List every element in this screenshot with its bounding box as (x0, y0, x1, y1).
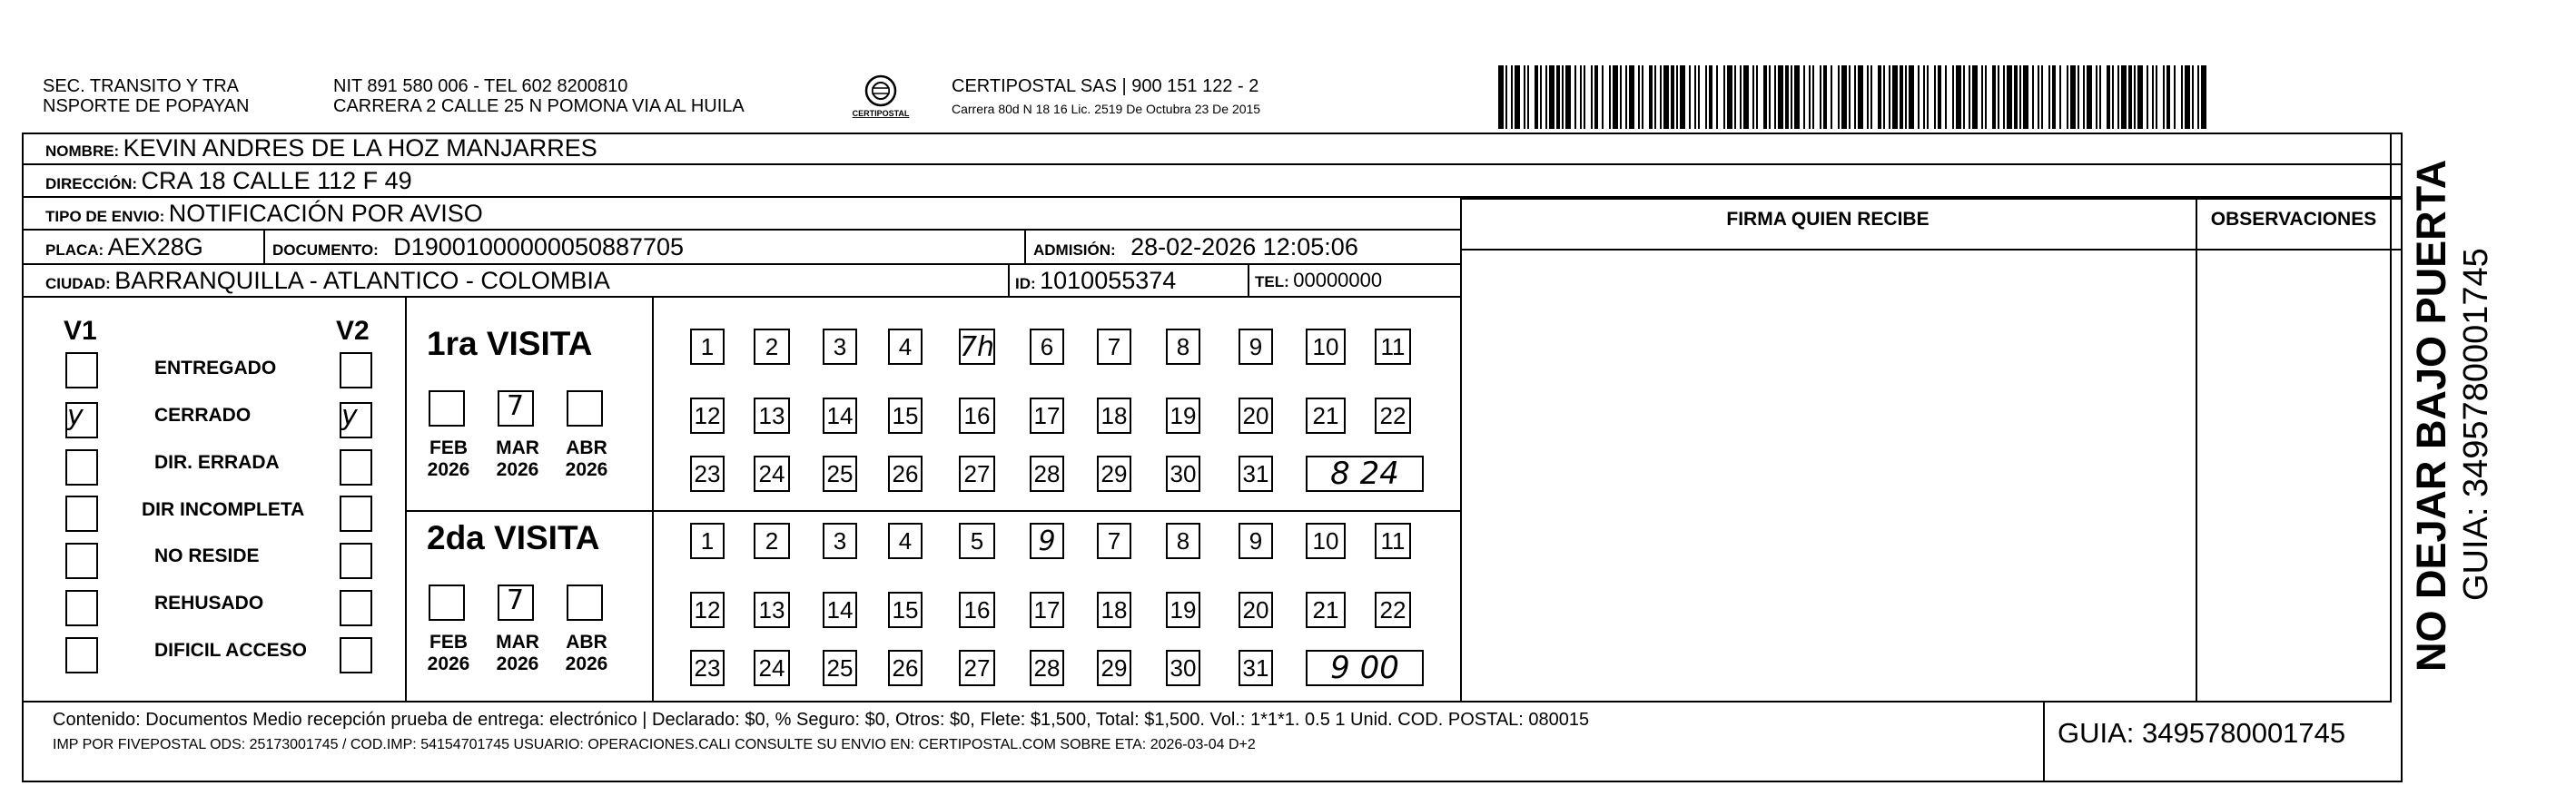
tipo-label: TIPO DE ENVIO: (45, 208, 165, 225)
barcode-bar (1849, 65, 1851, 129)
barcode-bar (1734, 65, 1736, 129)
month-checkbox[interactable] (567, 585, 603, 621)
day-cell[interactable]: 6 (1030, 329, 1064, 365)
day-cell[interactable]: 8 (1166, 329, 1200, 365)
day-cell[interactable]: 3 (823, 329, 857, 365)
barcode-bar (1689, 65, 1691, 129)
status-option-label: REHUSADO (154, 593, 264, 614)
month-label: FEB 2026 (427, 437, 470, 480)
status-option-label: DIR INCOMPLETA (142, 499, 305, 520)
firma-header: FIRMA QUIEN RECIBE (1726, 209, 1930, 230)
barcode-bar (1938, 65, 1941, 129)
day-cell[interactable]: 10 (1306, 329, 1346, 365)
barcode-bar (1580, 65, 1582, 129)
barcode-bar (1680, 65, 1685, 129)
day-cell[interactable]: 31 (1239, 456, 1273, 492)
admision-value: 28-02-2026 12:05:06 (1130, 233, 1358, 260)
barcode-bar (2163, 65, 2165, 129)
barcode-bar (1562, 65, 1564, 129)
barcode-bar (2156, 65, 2157, 129)
time-mark: 9 00 (1330, 650, 1399, 686)
barcode-bar (2174, 65, 2176, 129)
barcode-bar (1927, 65, 1929, 129)
day-cell[interactable] (959, 329, 995, 365)
barcode-bar (1867, 65, 1869, 129)
nombre-label: NOMBRE: (45, 142, 120, 160)
barcode-bar (1870, 65, 1872, 129)
barcode-bar (1809, 65, 1811, 129)
month-label: MAR 2026 (496, 437, 539, 480)
barcode-bar (1705, 65, 1707, 129)
barcode-bar (2083, 65, 2085, 129)
time-mark: 8 24 (1330, 456, 1399, 492)
barcode-bar (2019, 65, 2021, 129)
day-cell[interactable]: 20 (1239, 592, 1273, 628)
footer-print-info: IMP POR FIVEPOSTAL ODS: 25173001745 / COD.IMP: 54154701745 USUARIO: OPERACIONES.CALI CONSULTE SU ENVIO EN: CERTIPOSTAL.COM SOBRE ETA: 2026-03-04 D+2 (53, 737, 1256, 752)
footer-content: Contenido: Documentos Medio recepción prueba de entrega: electrónico | Declarado: $0, % Seguro: $0, Otros: $0, Flete: $1,500, Total: $1,500. Vol.: 1*1*1. 0.5 1 Unid. COD. POSTAL: 080015 (53, 710, 1590, 730)
barcode-bar (1892, 65, 1898, 129)
visit-title: 1ra VISITA (427, 325, 593, 362)
day-cell[interactable]: 30 (1166, 456, 1200, 492)
status-option-label: ENTREGADO (154, 358, 277, 378)
placa-label: PLACA: (45, 241, 104, 259)
observations-area[interactable] (2199, 252, 2390, 701)
status-option-label: CERRADO (154, 405, 252, 426)
barcode-bar (1838, 65, 1840, 129)
barcode-bar (1584, 65, 1585, 129)
barcode-bar (1498, 65, 1504, 129)
admision-cell (1024, 231, 1358, 265)
day-cell[interactable]: 10 (1306, 523, 1346, 559)
day-cell[interactable]: 18 (1097, 592, 1131, 628)
barcode-bar (2181, 65, 2183, 129)
company-name: CERTIPOSTAL SAS | 900 151 122 - 2 (952, 76, 1259, 96)
day-cell[interactable]: 25 (823, 650, 857, 686)
row-ciudad (22, 265, 1460, 298)
day-cell[interactable]: 4 (888, 523, 923, 559)
day-cell[interactable]: 11 (1375, 523, 1411, 559)
barcode-bar (2048, 65, 2050, 129)
day-cell[interactable]: 15 (888, 592, 923, 628)
day-cell[interactable]: 22 (1375, 398, 1411, 434)
barcode-bar (2117, 65, 2119, 129)
month-label: MAR 2026 (496, 632, 539, 674)
barcode-bar (1698, 65, 1700, 129)
barcode-bar (1803, 65, 1805, 129)
documento-value: D19001000000050887705 (393, 233, 685, 260)
v2-checkbox[interactable] (340, 352, 372, 388)
side-warning: NO DEJAR BAJO PUERTA (2408, 159, 2454, 672)
admision-label: ADMISIÓN: (1033, 241, 1116, 259)
day-mark: 7h (959, 330, 995, 363)
day-cell[interactable]: 5 (959, 523, 995, 559)
barcode-bar (1660, 65, 1662, 129)
day-cell[interactable]: 28 (1030, 650, 1064, 686)
row-direccion (22, 165, 2403, 198)
day-cell[interactable]: 7 (1097, 523, 1131, 559)
barcode-bar (1625, 65, 1627, 129)
barcode-bar (1820, 65, 1821, 129)
tel-cell (1248, 265, 1382, 298)
barcode-bar (2003, 65, 2005, 129)
barcode-bar (2152, 65, 2154, 129)
barcode-bar (1629, 65, 1634, 129)
barcode-bar (1649, 65, 1653, 129)
tel-value: 00000000 (1293, 269, 1383, 291)
barcode-bar (1854, 65, 1856, 129)
day-cell[interactable]: 4 (888, 329, 923, 365)
barcode (1498, 65, 2225, 133)
barcode-bar (1524, 65, 1525, 129)
v1-checkbox[interactable] (65, 637, 98, 673)
barcode-bar (2070, 65, 2076, 129)
day-cell[interactable]: 25 (823, 456, 857, 492)
barcode-bar (1934, 65, 1936, 129)
barcode-bar (1918, 65, 1920, 129)
barcode-bar (2099, 65, 2101, 129)
barcode-bar (2166, 65, 2170, 129)
barcode-bar (1963, 65, 1965, 129)
v2-header: V2 (336, 316, 370, 346)
barcode-bar (1709, 65, 1712, 129)
row-tipo-envio (22, 198, 1460, 231)
day-cell[interactable] (1030, 523, 1064, 559)
barcode-bar (1794, 65, 1800, 129)
barcode-bar (1527, 65, 1529, 129)
barcode-bar (1752, 65, 1754, 129)
signature-area[interactable] (1464, 252, 2194, 701)
month-checkbox[interactable] (429, 390, 465, 427)
barcode-bar (1985, 65, 1987, 129)
barcode-bar (2007, 65, 2012, 129)
day-cell[interactable]: 13 (754, 592, 790, 628)
sender-nit: NIT 891 580 006 - TEL 602 8200810 (333, 76, 628, 96)
v1-checkbox[interactable] (65, 496, 98, 532)
day-cell[interactable]: 22 (1375, 592, 1411, 628)
day-cell[interactable]: 19 (1166, 398, 1200, 434)
day-cell[interactable]: 1 (690, 329, 725, 365)
v1-checkbox[interactable] (65, 543, 98, 579)
v2-checkbox[interactable] (340, 402, 372, 438)
row-nombre (22, 133, 2403, 165)
status-option-label: DIR. ERRADA (154, 452, 280, 473)
barcode-bar (2192, 65, 2194, 129)
barcode-bar (1972, 65, 1978, 129)
barcode-bar (1858, 65, 1863, 129)
barcode-bar (2096, 65, 2097, 129)
barcode-bar (1883, 65, 1885, 129)
day-cell[interactable]: 27 (959, 456, 995, 492)
day-cell[interactable]: 26 (888, 456, 923, 492)
day-cell[interactable]: 23 (690, 650, 725, 686)
day-cell[interactable]: 31 (1239, 650, 1273, 686)
barcode-bar (1540, 65, 1542, 129)
barcode-bar (1594, 65, 1598, 129)
barcode-bar (1756, 65, 1758, 129)
barcode-bar (1727, 65, 1732, 129)
day-cell[interactable]: 17 (1030, 398, 1064, 434)
barcode-bar (1841, 65, 1847, 129)
day-cell[interactable]: 19 (1166, 592, 1200, 628)
day-cell[interactable]: 21 (1306, 592, 1346, 628)
logo-text: CERTIPOSTAL (852, 109, 910, 118)
barcode-bar (1591, 65, 1593, 129)
barcode-bar (1505, 65, 1507, 129)
checkmark: y (341, 400, 358, 432)
v1-header: V1 (64, 316, 97, 346)
day-cell[interactable]: 9 (1239, 523, 1273, 559)
barcode-bar (1969, 65, 1970, 129)
month-label: FEB 2026 (427, 632, 470, 674)
direccion-label: DIRECCIÓN: (45, 175, 138, 192)
time-box[interactable] (1306, 456, 1424, 492)
status-option-label: DIFICIL ACCESO (154, 640, 308, 661)
v1-checkbox[interactable] (65, 590, 98, 626)
barcode-bar (1992, 65, 1996, 129)
barcode-bar (1812, 65, 1814, 129)
id-value: 1010055374 (1040, 267, 1177, 294)
v2-checkbox[interactable] (340, 637, 372, 673)
nombre-value: KEVIN ANDRES DE LA HOZ MANJARRES (123, 134, 597, 162)
id-label: ID: (1015, 275, 1036, 292)
v1-checkbox[interactable] (65, 449, 98, 486)
barcode-bar (1743, 65, 1749, 129)
barcode-bar (2014, 65, 2018, 129)
visit-title: 2da VISITA (427, 519, 600, 556)
month-mark: 7 (507, 390, 525, 422)
placa-value: AEX28G (107, 233, 203, 260)
day-cell[interactable]: 11 (1375, 329, 1411, 365)
barcode-bar (1769, 65, 1771, 129)
barcode-bar (1654, 65, 1656, 129)
barcode-bar (2038, 65, 2039, 129)
barcode-bar (1945, 65, 1947, 129)
barcode-bar (1878, 65, 1881, 129)
barcode-bar (2023, 65, 2028, 129)
footer-guia: GUIA: 3495780001745 (2058, 717, 2346, 749)
day-mark: 9 (1038, 525, 1056, 557)
barcode-bar (2121, 65, 2127, 129)
barcode-bar (2052, 65, 2056, 129)
barcode-bar (2032, 65, 2034, 129)
barcode-bar (1900, 65, 1903, 129)
v2-checkbox[interactable] (340, 543, 372, 579)
sender-name-line1: SEC. TRANSITO Y TRA (43, 76, 239, 96)
checkmark: y (67, 400, 84, 432)
barcode-bar (2078, 65, 2079, 129)
day-cell[interactable]: 24 (754, 456, 790, 492)
tipo-value: NOTIFICACIÓN POR AVISO (168, 200, 483, 227)
barcode-bar (1774, 65, 1776, 129)
day-cell[interactable]: 27 (959, 650, 995, 686)
barcode-bar (1671, 65, 1674, 129)
barcode-bar (1556, 65, 1560, 129)
barcode-bar (1952, 65, 1954, 129)
day-cell[interactable]: 15 (888, 398, 923, 434)
barcode-bar (2134, 65, 2136, 129)
barcode-bar (1511, 65, 1513, 129)
barcode-bar (1565, 65, 1571, 129)
day-cell[interactable]: 29 (1097, 456, 1131, 492)
barcode-bar (2147, 65, 2148, 129)
day-cell[interactable]: 1 (690, 523, 725, 559)
barcode-bar (2128, 65, 2132, 129)
day-cell[interactable]: 30 (1166, 650, 1200, 686)
day-cell[interactable]: 9 (1239, 329, 1273, 365)
barcode-bar (1956, 65, 1961, 129)
barcode-bar (1642, 65, 1643, 129)
day-cell[interactable]: 16 (959, 592, 995, 628)
ciudad-value: BARRANQUILLA - ATLANTICO - COLOMBIA (114, 267, 610, 294)
barcode-bar (1620, 65, 1622, 129)
sender-name-line2: NSPORTE DE POPAYAN (43, 96, 250, 116)
barcode-bar (1602, 65, 1604, 129)
day-cell[interactable]: 7 (1097, 329, 1131, 365)
barcode-bar (1998, 65, 1999, 129)
day-cell[interactable]: 12 (690, 398, 725, 434)
barcode-bar (1609, 65, 1611, 129)
month-checkbox[interactable] (567, 390, 603, 427)
barcode-bar (1785, 65, 1789, 129)
barcode-bar (1791, 65, 1792, 129)
documento-label: DOCUMENTO: (272, 241, 379, 259)
barcode-bar (1574, 65, 1576, 129)
time-box[interactable] (1306, 650, 1424, 686)
v1-checkbox[interactable] (65, 402, 98, 438)
observaciones-header: OBSERVACIONES (2210, 209, 2377, 230)
month-label: ABR 2026 (565, 632, 608, 674)
barcode-bar (1716, 65, 1718, 129)
day-cell[interactable]: 17 (1030, 592, 1064, 628)
barcode-bar (1549, 65, 1554, 129)
barcode-bar (1676, 65, 1678, 129)
barcode-bar (2112, 65, 2114, 129)
barcode-bar (1905, 65, 1907, 129)
barcode-bar (2201, 65, 2206, 129)
day-cell[interactable]: 12 (690, 592, 725, 628)
day-cell[interactable]: 18 (1097, 398, 1131, 434)
barcode-bar (2041, 65, 2043, 129)
month-checkbox[interactable] (429, 585, 465, 621)
barcode-bar (2087, 65, 2092, 129)
barcode-bar (1889, 65, 1890, 129)
day-cell[interactable]: 28 (1030, 456, 1064, 492)
tel-label: TEL: (1255, 273, 1289, 290)
barcode-bar (1763, 65, 1767, 129)
barcode-bar (1694, 65, 1696, 129)
day-cell[interactable]: 29 (1097, 650, 1131, 686)
documento-cell (263, 231, 684, 265)
month-label: ABR 2026 (565, 437, 608, 480)
day-cell[interactable]: 3 (823, 523, 857, 559)
barcode-bar (1778, 65, 1783, 129)
barcode-bar (2185, 65, 2190, 129)
v2-checkbox[interactable] (340, 496, 372, 532)
barcode-bar (2107, 65, 2110, 129)
id-cell (1008, 265, 1176, 298)
day-cell[interactable]: 16 (959, 398, 995, 434)
day-cell[interactable]: 13 (754, 398, 790, 434)
day-cell[interactable]: 2 (754, 523, 790, 559)
side-guia: GUIA: 3495780001745 (2457, 248, 2495, 601)
barcode-bar (1515, 65, 1520, 129)
day-cell[interactable]: 8 (1166, 523, 1200, 559)
v1-checkbox[interactable] (65, 352, 98, 388)
barcode-bar (2067, 65, 2068, 129)
barcode-bar (1823, 65, 1827, 129)
barcode-bar (1613, 65, 1618, 129)
barcode-bar (1909, 65, 1914, 129)
barcode-bar (1923, 65, 1925, 129)
day-cell[interactable]: 14 (823, 398, 857, 434)
barcode-bar (2059, 65, 2061, 129)
v2-checkbox[interactable] (340, 449, 372, 486)
barcode-bar (1545, 65, 1547, 129)
company-license: Carrera 80d N 18 16 Lic. 2519 De Octubra 23 De 2015 (952, 102, 1261, 116)
barcode-bar (1638, 65, 1640, 129)
day-cell[interactable]: 2 (754, 329, 790, 365)
logo-icon (835, 71, 926, 125)
barcode-bar (1831, 65, 1832, 129)
month-checkbox[interactable] (498, 585, 534, 621)
day-cell[interactable]: 24 (754, 650, 790, 686)
barcode-bar (1740, 65, 1742, 129)
ciudad-label: CIUDAD: (45, 275, 111, 292)
barcode-bar (2197, 65, 2199, 129)
barcode-bar (2137, 65, 2143, 129)
barcode-bar (1723, 65, 1725, 129)
sender-address: CARRERA 2 CALLE 25 N POMONA VIA AL HUILA (333, 96, 745, 116)
status-option-label: NO RESIDE (154, 545, 260, 566)
day-cell[interactable]: 26 (888, 650, 923, 686)
direccion-value: CRA 18 CALLE 112 F 49 (141, 167, 412, 194)
certipostal-logo (835, 71, 926, 125)
month-checkbox[interactable] (498, 390, 534, 427)
day-cell[interactable]: 14 (823, 592, 857, 628)
day-cell[interactable]: 23 (690, 456, 725, 492)
barcode-bar (1981, 65, 1983, 129)
day-cell[interactable]: 20 (1239, 398, 1273, 434)
month-mark: 7 (507, 585, 525, 616)
barcode-bar (1535, 65, 1538, 129)
v2-checkbox[interactable] (340, 590, 372, 626)
barcode-bar (1663, 65, 1669, 129)
day-cell[interactable]: 21 (1306, 398, 1346, 434)
